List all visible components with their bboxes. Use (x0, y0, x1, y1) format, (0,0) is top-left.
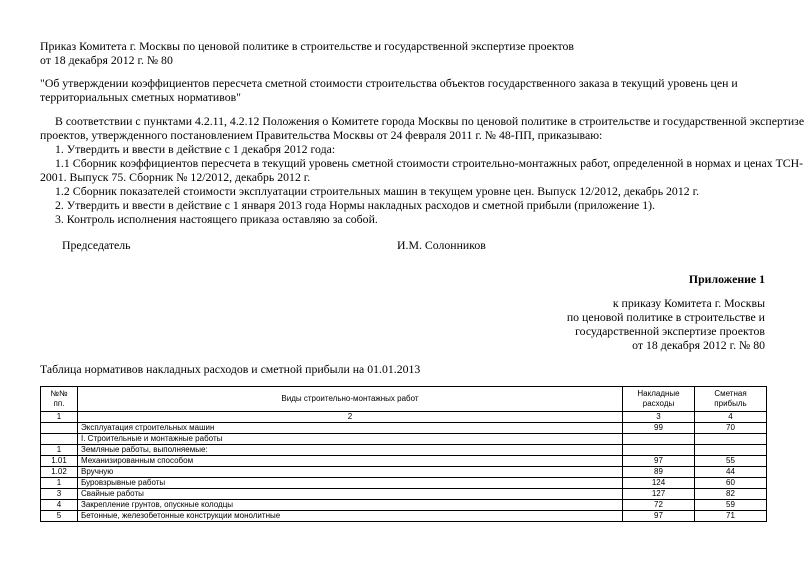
order-item-3: 3. Контроль исполнения настоящего приказа оставляю за собой. (55, 212, 378, 226)
row-work-name: Земляные работы, выполняемые: (78, 445, 623, 456)
row-overhead: 124 (623, 478, 695, 489)
order-header-line1: Приказ Комитета г. Москвы по ценовой политике в строительстве и государственной экспертизе проектов (40, 39, 574, 53)
row-profit: 71 (695, 511, 767, 522)
table-caption: Таблица нормативов накладных расходов и сметной прибыли на 01.01.2013 (40, 362, 421, 376)
appendix-ref-line4: от 18 декабря 2012 г. № 80 (632, 338, 765, 352)
header-works: Виды строительно-монтажных работ (78, 387, 623, 412)
row-profit (695, 434, 767, 445)
header-profit: Сметная прибыль (695, 387, 767, 412)
table-row (41, 456, 767, 467)
header-overhead: Накладные расходы (623, 387, 695, 412)
row-num (41, 434, 78, 445)
row-profit: 70 (695, 423, 767, 434)
row-overhead: 99 (623, 423, 695, 434)
row-work-name: Механизированным способом (78, 456, 623, 467)
order-header-line2: от 18 декабря 2012 г. № 80 (40, 53, 173, 67)
appendix-title: Приложение 1 (688, 272, 765, 286)
row-num: 5 (41, 511, 78, 522)
order-title-line1: "Об утверждении коэффициентов пересчета сметной стоимости строительства объектов государственного заказа в текущий уровень цен и (40, 76, 738, 90)
table-numbering-row (41, 412, 767, 423)
row-overhead: 127 (623, 489, 695, 500)
table-row (41, 500, 767, 511)
order-item-1-1-line1: 1.1 Сборник коэффициентов пересчета в текущий уровень сметной стоимости строительно-монтажных работ, определенной в нормах и ценах ТСН- (55, 156, 804, 170)
paragraph-basis-line1: В соответствии с пунктами 4.2.11, 4.2.12 Положения о Комитете города Москвы по ценовой политике в строительстве и государственной экспертизе (55, 114, 805, 128)
row-work-name: Бетонные, железобетонные конструкции монолитные (78, 511, 623, 522)
table-header-row (41, 387, 767, 412)
row-work-name: Эксплуатация строительных машин (78, 423, 623, 434)
row-work-name: I. Строительные и монтажные работы (78, 434, 623, 445)
row-work-name: Закрепление грунтов, опускные колодцы (78, 500, 623, 511)
order-title-line2: территориальных сметных нормативов" (40, 90, 241, 104)
row-work-name: Свайные работы (78, 489, 623, 500)
table-row (41, 467, 767, 478)
row-num: 1.02 (41, 467, 78, 478)
row-overhead: 72 (623, 500, 695, 511)
paragraph-basis-line2: проектов, утвержденного постановлением Правительства Москвы от 24 февраля 2011 г. № 48-ПП, приказываю: (40, 128, 603, 142)
table-row (41, 511, 767, 522)
row-num (41, 423, 78, 434)
order-item-2: 2. Утвердить и ввести в действие с 1 января 2013 года Нормы накладных расходов и сметной прибыли (приложение 1). (55, 198, 655, 212)
row-num: 1.01 (41, 456, 78, 467)
row-num: 3 (41, 489, 78, 500)
numbering-cell: 1 (41, 412, 78, 423)
norms-table (40, 386, 767, 522)
row-overhead (623, 434, 695, 445)
row-profit: 60 (695, 478, 767, 489)
row-num: 1 (41, 478, 78, 489)
row-overhead (623, 445, 695, 456)
table-row (41, 478, 767, 489)
row-profit: 59 (695, 500, 767, 511)
row-work-name: Буровзрывные работы (78, 478, 623, 489)
order-item-1-1-line2: 2001. Выпуск 75. Сборник № 12/2012, декабрь 2012 г. (40, 170, 311, 184)
row-num: 1 (41, 445, 78, 456)
appendix-ref-line2: по ценовой политике в строительстве и (566, 310, 765, 324)
signature-position: Председатель (62, 238, 131, 252)
table-row (41, 489, 767, 500)
table-row (41, 434, 767, 445)
row-num: 4 (41, 500, 78, 511)
row-overhead: 89 (623, 467, 695, 478)
numbering-cell: 2 (78, 412, 623, 423)
appendix-ref-line1: к приказу Комитета г. Москвы (612, 296, 765, 310)
table-row (41, 423, 767, 434)
row-profit: 82 (695, 489, 767, 500)
row-overhead: 97 (623, 511, 695, 522)
signature-name: И.М. Солонников (397, 238, 486, 252)
row-profit: 44 (695, 467, 767, 478)
numbering-cell: 4 (695, 412, 767, 423)
table-row (41, 445, 767, 456)
order-item-1: 1. Утвердить и ввести в действие с 1 декабря 2012 года: (55, 142, 336, 156)
row-profit: 55 (695, 456, 767, 467)
appendix-ref-line3: государственной экспертизе проектов (575, 324, 765, 338)
order-item-1-2: 1.2 Сборник показателей стоимости эксплуатации строительных машин в текущем уровне цен. Выпуск 12/2012, декабрь 2012 г. (55, 184, 700, 198)
row-profit (695, 445, 767, 456)
numbering-cell: 3 (623, 412, 695, 423)
row-overhead: 97 (623, 456, 695, 467)
row-work-name: Вручную (78, 467, 623, 478)
header-num: №№ пп. (41, 387, 78, 412)
